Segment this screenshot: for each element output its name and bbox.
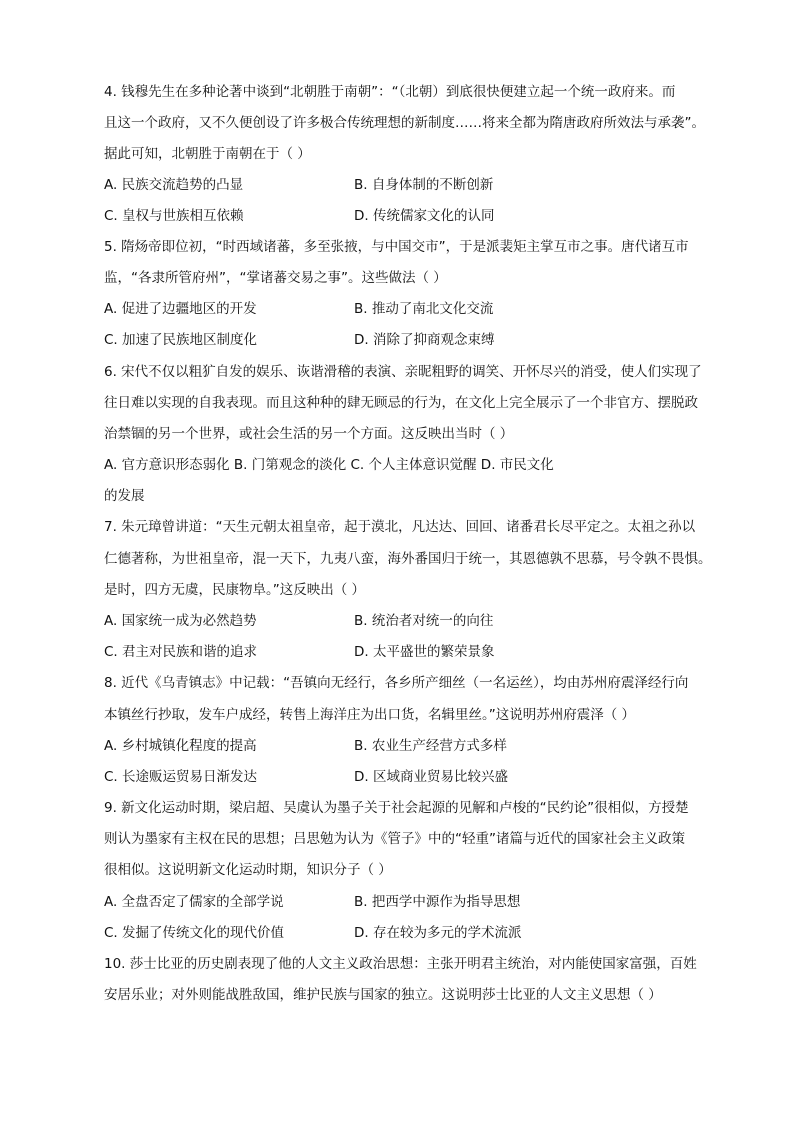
q4-option-c[interactable]: C. 皇权与世族相互依赖 bbox=[104, 208, 244, 224]
q4-stem-line-3: 据此可知，北朝胜于南朝在于（ ） bbox=[104, 146, 311, 162]
q9-option-c[interactable]: C. 发掘了传统文化的现代价值 bbox=[104, 925, 285, 941]
q7-option-c[interactable]: C. 君主对民族和谐的追求 bbox=[104, 644, 258, 660]
q7-option-b[interactable]: B. 统治者对统一的向往 bbox=[354, 613, 494, 629]
q7-option-d[interactable]: D. 太平盛世的繁荣景象 bbox=[354, 644, 495, 660]
q8-option-c[interactable]: C. 长途贩运贸易日渐发达 bbox=[104, 769, 258, 785]
q9-stem-line-2: 则认为墨家有主权在民的思想；吕思勉为认为《管子》中的“轻重”诸篇与近代的国家社会主义政策 bbox=[104, 831, 685, 847]
q10-stem-line-1: 10. 莎士比亚的历史剧表现了他的人文主义政治思想：主张开明君主统治，对内能使国家富强，百姓 bbox=[104, 956, 697, 972]
q7-stem-line-2: 仁德著称，为世祖皇帝，混一天下，九夷八蛮，海外番国归于统一，其恩德孰不思慕，号令孰不畏惧。 bbox=[104, 551, 712, 567]
q9-option-a[interactable]: A. 全盘否定了儒家的全部学说 bbox=[104, 894, 284, 910]
q10-stem-line-2: 安居乐业；对外则能战胜敌国，维护民族与国家的独立。这说明莎士比亚的人文主义思想（ ） bbox=[104, 987, 662, 1003]
q8-option-a[interactable]: A. 乡村城镇化程度的提高 bbox=[104, 738, 257, 754]
q6-options-line-1[interactable]: A. 官方意识形态弱化 B. 门第观念的淡化 C. 个人主体意识觉醒 D. 市民文化 bbox=[104, 457, 554, 473]
q6-stem-line-1: 6. 宋代不仅以粗犷自发的娱乐、诙谐滑稽的表演、亲昵粗野的调笑、开怀尽兴的消受，使人们实现了 bbox=[104, 364, 702, 380]
q5-stem-line-2: 监，“各隶所管府州”，“掌诸蕃交易之事”。这些做法（ ） bbox=[104, 270, 447, 286]
q6-options-line-2: 的发展 bbox=[104, 488, 145, 504]
q9-stem-line-1: 9. 新文化运动时期，梁启超、吴虞认为墨子关于社会起源的见解和卢梭的“民约论”很相似，方授楚 bbox=[104, 800, 689, 816]
q9-option-d[interactable]: D. 存在较为多元的学术流派 bbox=[354, 925, 522, 941]
q8-stem-line-2: 本镇丝行抄取，发车户成经，转售上海洋庄为出口货，名辑里丝。”这说明苏州府震泽（ ） bbox=[104, 707, 636, 723]
q7-stem-line-3: 是时，四方无虞，民康物阜。”这反映出（ ） bbox=[104, 582, 366, 598]
q5-option-d[interactable]: D. 消除了抑商观念束缚 bbox=[354, 332, 495, 348]
q4-stem-line-2: 且这一个政府，又不久便创设了许多极合传统理想的新制度……将来全都为隋唐政府所效法与承袭”。 bbox=[104, 115, 705, 131]
q8-stem-line-1: 8. 近代《乌青镇志》中记载：“吾镇向无经行，各乡所产细丝（一名运丝），均由苏州府震泽经行向 bbox=[104, 675, 689, 691]
q8-option-d[interactable]: D. 区域商业贸易比较兴盛 bbox=[354, 769, 508, 785]
q5-stem-line-1: 5. 隋炀帝即位初，“时西域诸蕃，多至张掖，与中国交市”，于是派裴矩主掌互市之事。唐代诸互市 bbox=[104, 239, 689, 255]
q7-stem-line-1: 7. 朱元璋曾讲道：“天生元朝太祖皇帝，起于漠北，凡达达、回回、诸番君长尽平定之。太祖之孙以 bbox=[104, 519, 696, 535]
q5-option-b[interactable]: B. 推动了南北文化交流 bbox=[354, 301, 494, 317]
q4-stem-line-1: 4. 钱穆先生在多种论著中谈到“北朝胜于南朝”：“（北朝）到底很快便建立起一个统一政府来。而 bbox=[104, 84, 676, 100]
q7-option-a[interactable]: A. 国家统一成为必然趋势 bbox=[104, 613, 257, 629]
q6-stem-line-2: 往日难以实现的自我表现。而且这种种的肆无顾忌的行为，在文化上完全展示了一个非官方、摆脱政 bbox=[104, 395, 698, 411]
q6-stem-line-3: 治禁锢的另一个世界，或社会生活的另一个方面。这反映出当时（ ） bbox=[104, 426, 514, 442]
q9-option-b[interactable]: B. 把西学中源作为指导思想 bbox=[354, 894, 521, 910]
q8-option-b[interactable]: B. 农业生产经营方式多样 bbox=[354, 738, 507, 754]
q5-option-c[interactable]: C. 加速了民族地区制度化 bbox=[104, 332, 258, 348]
q4-option-b[interactable]: B. 自身体制的不断创新 bbox=[354, 177, 494, 193]
q4-option-a[interactable]: A. 民族交流趋势的凸显 bbox=[104, 177, 244, 193]
q9-stem-line-3: 很相似。这说明新文化运动时期，知识分子（ ） bbox=[104, 862, 392, 878]
q5-option-a[interactable]: A. 促进了边疆地区的开发 bbox=[104, 301, 257, 317]
q4-option-d[interactable]: D. 传统儒家文化的认同 bbox=[354, 208, 495, 224]
